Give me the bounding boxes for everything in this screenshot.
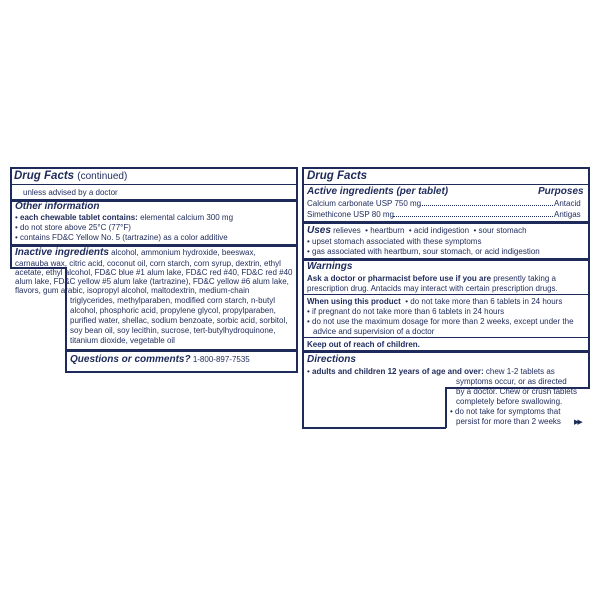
right-border-right: [588, 167, 591, 389]
directions-line: symptoms occur, or as directed: [456, 377, 567, 386]
right-border-step-vertical: [445, 387, 448, 428]
inactive-ingredients-heading: Inactive ingredients: [15, 247, 109, 258]
other-info-bullet-2: • do not store above 25°C (77°F): [15, 223, 131, 232]
keep-out-of-reach: Keep out of reach of children.: [307, 340, 420, 349]
inactive-ingredients-line: triglycerides, methylparaben, modified corn starch, n-butyl: [70, 296, 275, 305]
inactive-ingredients-line: alcohol, phosphoric acid, propylene glycol, propylparaben,: [70, 306, 276, 315]
divider: [304, 337, 588, 338]
unless-advised-line: unless advised by a doctor: [23, 188, 118, 197]
directions-line-1: • adults and children 12 years of age and over: chew 1-2 tablets as: [307, 367, 555, 376]
active-ingredient-name: Calcium carbonate USP 750 mg: [307, 199, 422, 208]
left-border-left: [10, 167, 13, 268]
warnings-heading: Warnings: [307, 261, 353, 272]
active-ingredient-purpose: Antacid: [554, 199, 581, 208]
uses-bullet: • upset stomach associated with these symptoms: [307, 237, 482, 246]
ask-doctor-line-1: Ask a doctor or pharmacist before use if you are presently taking a: [307, 274, 556, 283]
uses-line-1: Uses relieves • heartburn • acid indigestion • sour stomach: [307, 225, 527, 236]
inactive-ingredients-line: titanium dioxide, vegetable oil: [70, 336, 175, 345]
leader-dots: [420, 205, 553, 206]
divider: [66, 349, 296, 352]
directions-line: by a doctor. Chew or crush tablets: [456, 387, 577, 396]
divider: [304, 350, 588, 353]
other-info-bullet-1: • each chewable tablet contains: elemental calcium 300 mg: [15, 213, 234, 222]
inactive-ingredients-line: acetate, ethyl alcohol, FD&C blue #1 alum lake, FD&C red #40, FD&C red #40: [15, 268, 293, 277]
left-title: Drug Facts (continued): [14, 170, 128, 182]
active-ingredient-purpose: Antigas: [554, 210, 581, 219]
questions-line: [70, 354, 250, 366]
phone-number: 1-800-897-7535: [192, 355, 250, 364]
divider: [304, 221, 588, 224]
other-info-bullet-3: • contains FD&C Yellow No. 5 (tartrazine) as a color additive: [15, 233, 228, 242]
inactive-ingredients-line: flavors, gum arabic, isopropyl alcohol, maltodextrin, medium-chain: [15, 286, 250, 295]
when-using-bullet: • do not use the maximum dosage for more than 2 weeks, except under the: [307, 317, 574, 326]
other-information-heading: Other information: [15, 201, 100, 212]
directions-bullet-2: • do not take for symptoms that: [450, 407, 561, 416]
inactive-ingredients-line: purified water, shellac, sodium benzoate, sorbic acid, sorbitol,: [70, 316, 288, 325]
directions-line: completely before swallowing.: [456, 397, 563, 406]
left-lower-border-left: [65, 287, 68, 372]
right-border-bottom: [302, 427, 446, 430]
divider: [12, 184, 296, 185]
uses-bullet: • gas associated with heartburn, sour stomach, or acid indigestion: [307, 247, 540, 256]
directions-heading: Directions: [307, 354, 356, 365]
when-using-bullet: • if pregnant do not take more than 6 tablets in 24 hours: [307, 307, 505, 316]
left-lower-border-right: [296, 287, 299, 372]
active-ingredient-name: Simethicone USP 80 mg: [307, 210, 395, 219]
purposes-heading: Purposes: [538, 186, 584, 197]
directions-bullet-2-continued: persist for more than 2 weeks: [456, 417, 561, 426]
inactive-ingredients-line: soy bean oil, soy lecithin, sucrose, tert-butylhydroquinone,: [70, 326, 276, 335]
when-using-bullet-continued: advice and supervision of a doctor: [313, 327, 435, 336]
right-title: Drug Facts: [307, 170, 368, 182]
divider: [304, 184, 588, 185]
divider: [304, 294, 588, 295]
active-ingredients-heading: Active ingredients (per tablet): [307, 186, 449, 197]
leader-dots: [393, 216, 553, 217]
inactive-ingredients-line: carnauba wax, citric acid, coconut oil, corn starch, corn syrup, dextrin, ethyl: [15, 259, 281, 268]
uses-heading: Uses: [307, 225, 331, 236]
right-border-left: [302, 167, 305, 428]
left-lower-border-bottom: [65, 371, 298, 374]
inactive-ingredients-line: alum lake, FD&C yellow #5 alum lake (tartrazine), FD&C yellow #6 alum lake,: [15, 277, 289, 286]
ask-doctor-line-2: prescription drug. Antacids may interact with certain prescription drugs.: [307, 284, 558, 293]
left-border-right: [296, 167, 299, 287]
inactive-ingredients-line-1: Inactive ingredients alcohol, ammonium hydroxide, beeswax,: [15, 247, 256, 258]
continued-arrow-icon: ▶▶: [574, 419, 581, 426]
questions-heading: Questions or comments?: [70, 354, 191, 365]
when-using-line: When using this product • do not take more than 6 tablets in 24 hours: [307, 297, 563, 306]
